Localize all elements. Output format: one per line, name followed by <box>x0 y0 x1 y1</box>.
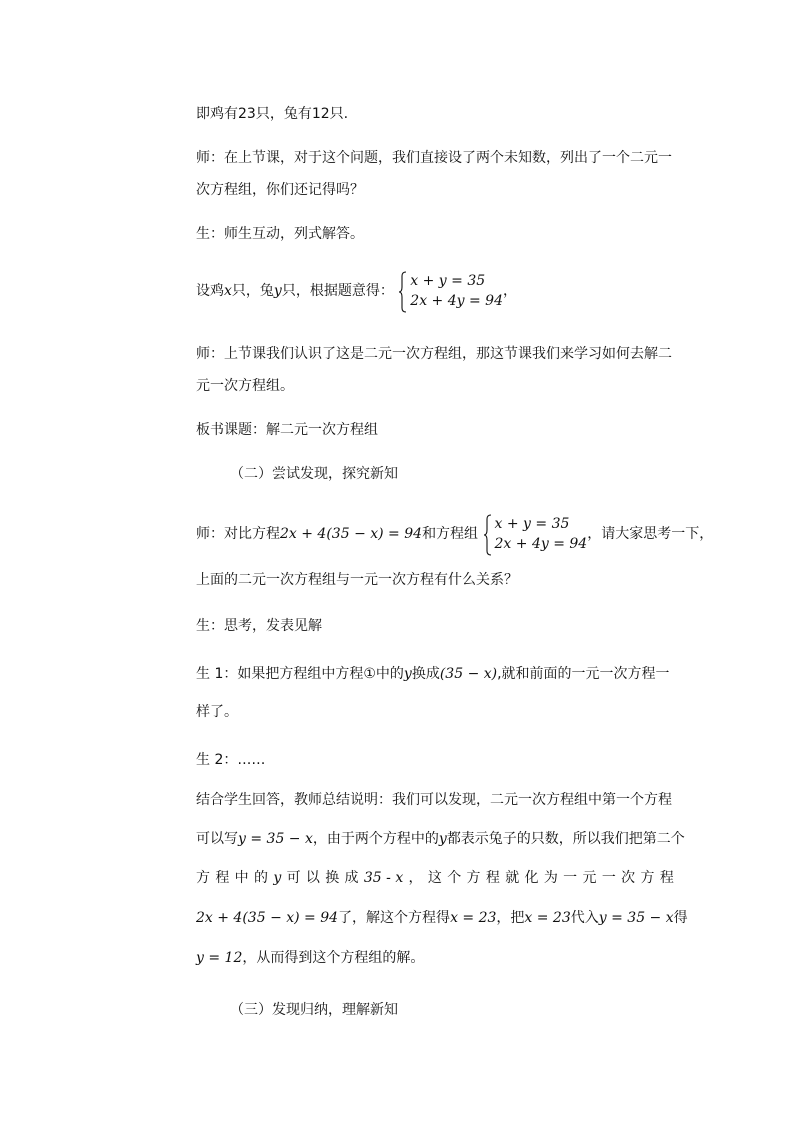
paragraph-teacher-intro-line1: 师：上节课我们认识了这是二元一次方程组，那这节课我们来学习如何去解二 <box>196 346 672 362</box>
equation-system-1 <box>398 271 503 311</box>
paragraph-teacher-recall-line2: 次方程组，你们还记得吗？ <box>196 182 364 198</box>
section-heading-2: （二）尝试发现，探究新知 <box>230 466 398 482</box>
equation-system-2 <box>483 514 588 554</box>
equation-row: x + y = 35 <box>410 273 486 289</box>
paragraph-compare-equations: 师：对比方程2x + 4(35 − x) = 94和方程组 x + y = 35 2x + 4y = 94 ，请大家思考一下， <box>196 514 713 554</box>
paragraph-teacher-recall-line1: 师：在上节课，对于这个问题，我们直接设了两个未知数，列出了一个二元一 <box>196 150 672 166</box>
section-heading-3: （三）发现归纳，理解新知 <box>230 1002 398 1018</box>
equation-inline: 2x + 4(35 − x) = 94 <box>280 526 423 542</box>
equation-row: x + y = 35 <box>494 516 570 532</box>
paragraph-summary-line5: y = 12，从而得到这个方程组的解。 <box>196 950 425 966</box>
left-brace-icon <box>483 514 493 556</box>
paragraph-student-answer: 生：师生互动，列式解答。 <box>196 226 364 242</box>
paragraph-student1-line2: 样了。 <box>196 704 238 720</box>
paragraph-set-variables: 设鸡x只，兔y只，根据题意得： x + y = 35 2x + 4y = 94 ， <box>196 271 517 311</box>
paragraph-student1-line1: 生 1：如果把方程组中方程①中的y换成(35 − x),就和前面的一元一次方程一 <box>196 666 670 682</box>
paragraph-board-title: 板书课题：解二元一次方程组 <box>196 422 378 438</box>
equation-row: 2x + 4y = 94 <box>410 293 503 309</box>
equation-row: 2x + 4y = 94 <box>494 536 588 552</box>
paragraph-chicken-rabbit-result: 即鸡有23只，兔有12只. <box>196 106 349 122</box>
paragraph-summary-line2: 可以写y = 35 − x，由于两个方程中的y都表示兔子的只数，所以我们把第二个 <box>196 831 685 847</box>
paragraph-teacher-intro-line2: 元一次方程组。 <box>196 378 294 394</box>
paragraph-summary-line3: 方 程 中 的 y 可 以 换 成 35 - x ， 这 个 方 程 就 化 为 一 元 一 次 方 程 <box>196 870 674 886</box>
left-brace-icon <box>398 271 408 313</box>
paragraph-summary-line1: 结合学生回答，教师总结说明：我们可以发现，二元一次方程组中第一个方程 <box>196 792 672 808</box>
paragraph-compare-line2: 上面的二元一次方程组与一元一次方程有什么关系？ <box>196 572 518 588</box>
paragraph-student2: 生 2：…… <box>196 752 266 768</box>
paragraph-summary-line4: 2x + 4(35 − x) = 94 了，解这个方程得 x = 23 ，把 x = 23 代入 y = 35 − x 得 <box>196 910 688 926</box>
paragraph-student-think: 生：思考，发表见解 <box>196 618 322 634</box>
